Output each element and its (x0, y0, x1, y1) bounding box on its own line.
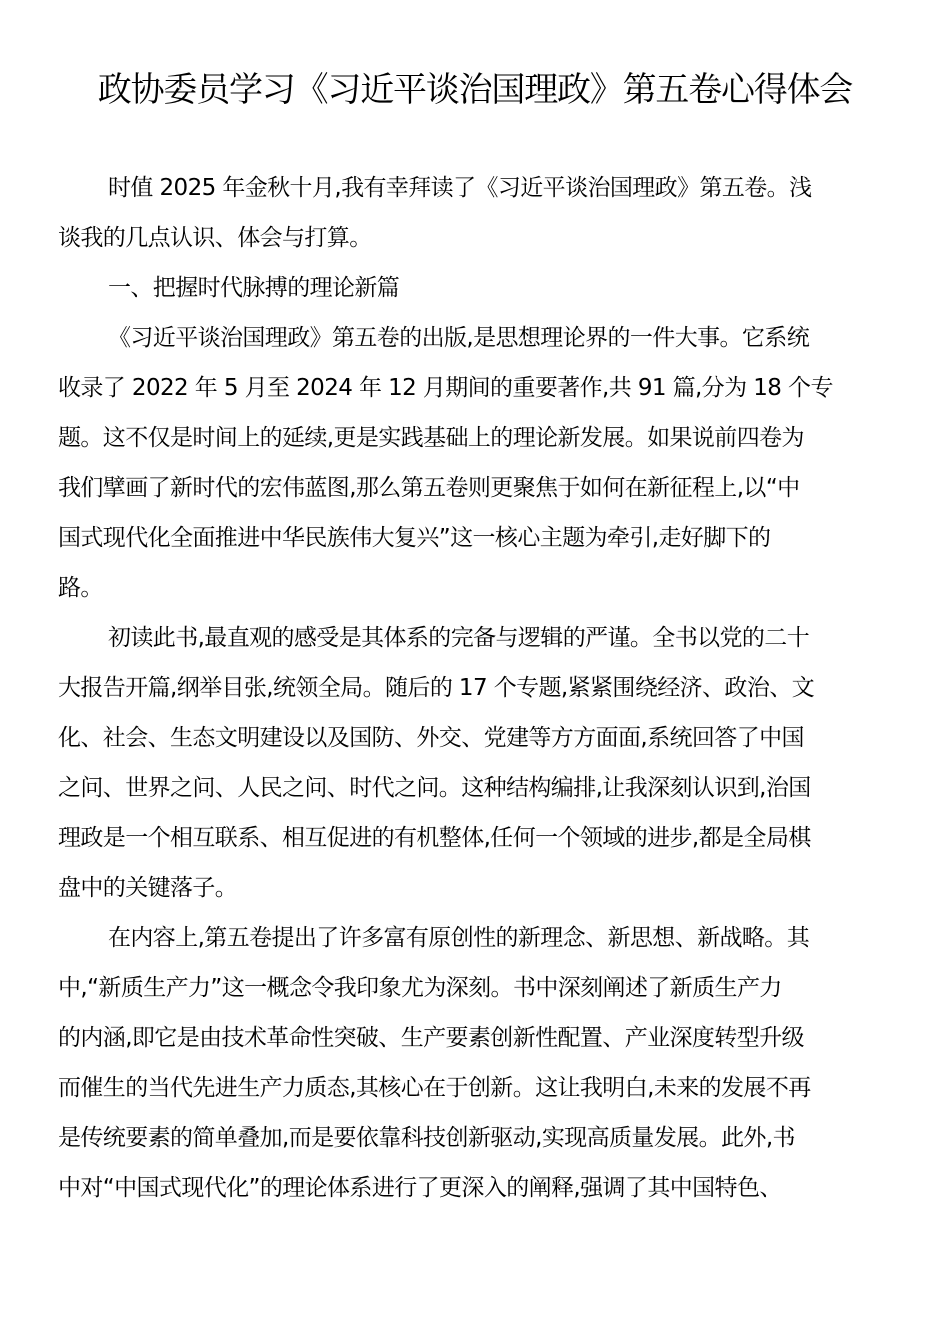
text-line: 初读此书,最直观的感受是其体系的完备与逻辑的严谨。全书以党的二十 (108, 625, 810, 651)
paragraph-content (58, 913, 892, 1213)
text-line: 我们擘画了新时代的宏伟蓝图,那么第五卷则更聚焦于如何在新征程上,以“中 (58, 475, 800, 501)
paragraph-structure (58, 613, 892, 913)
text-line: 收录了 2022 年 5 月至 2024 年 12 月期间的重要著作,共 91 篇,分为 18 个专 (58, 375, 833, 401)
text-line: 之问、世界之问、人民之问、时代之问。这种结构编排,让我深刻认识到,治国 (58, 775, 811, 801)
text-line: 国式现代化全面推进中华民族伟大复兴”这一核心主题为牵引,走好脚下的 (58, 525, 771, 551)
text-line: 的内涵,即它是由技术革命性突破、生产要素创新性配置、产业深度转型升级 (58, 1025, 804, 1051)
text-line: 中对“中国式现代化”的理论体系进行了更深入的阐释,强调了其中国特色、 (58, 1175, 782, 1201)
text-line: 时值 2025 年金秋十月,我有幸拜读了《习近平谈治国理政》第五卷。浅 (108, 175, 812, 201)
text-line: 化、社会、生态文明建设以及国防、外交、党建等方方面面,系统回答了中国 (58, 725, 804, 751)
text-line: 路。 (58, 575, 103, 601)
document-body (58, 163, 892, 1213)
text-line: 是传统要素的简单叠加,而是要依靠科技创新驱动,实现高质量发展。此外,书 (58, 1125, 795, 1151)
text-line: 而催生的当代先进生产力质态,其核心在于创新。这让我明白,未来的发展不再 (58, 1075, 811, 1101)
text-line: 中,“新质生产力”这一概念令我印象尤为深刻。书中深刻阐述了新质生产力 (58, 975, 782, 1001)
text-line: 盘中的关键落子。 (58, 875, 238, 901)
text-line: 大报告开篇,纲举目张,统领全局。随后的 17 个专题,紧紧围绕经济、政治、文 (58, 675, 815, 701)
document-title: 政协委员学习《习近平谈治国理政》第五卷心得体会 (97, 70, 853, 110)
text-line: 题。这不仅是时间上的延续,更是实践基础上的理论新发展。如果说前四卷为 (58, 425, 804, 451)
paragraph-intro (58, 163, 892, 263)
heading-text: 一、把握时代脉搏的理论新篇 (108, 275, 400, 301)
text-line: 《习近平谈治国理政》第五卷的出版,是思想理论界的一件大事。它系统 (108, 325, 810, 351)
paragraph-publication (58, 313, 892, 613)
text-line: 理政是一个相互联系、相互促进的有机整体,任何一个领域的进步,都是全局棋 (58, 825, 811, 851)
text-line: 谈我的几点认识、体会与打算。 (58, 225, 372, 251)
section-heading-1 (58, 263, 892, 313)
text-line: 在内容上,第五卷提出了许多富有原创性的新理念、新思想、新战略。其 (108, 925, 810, 951)
